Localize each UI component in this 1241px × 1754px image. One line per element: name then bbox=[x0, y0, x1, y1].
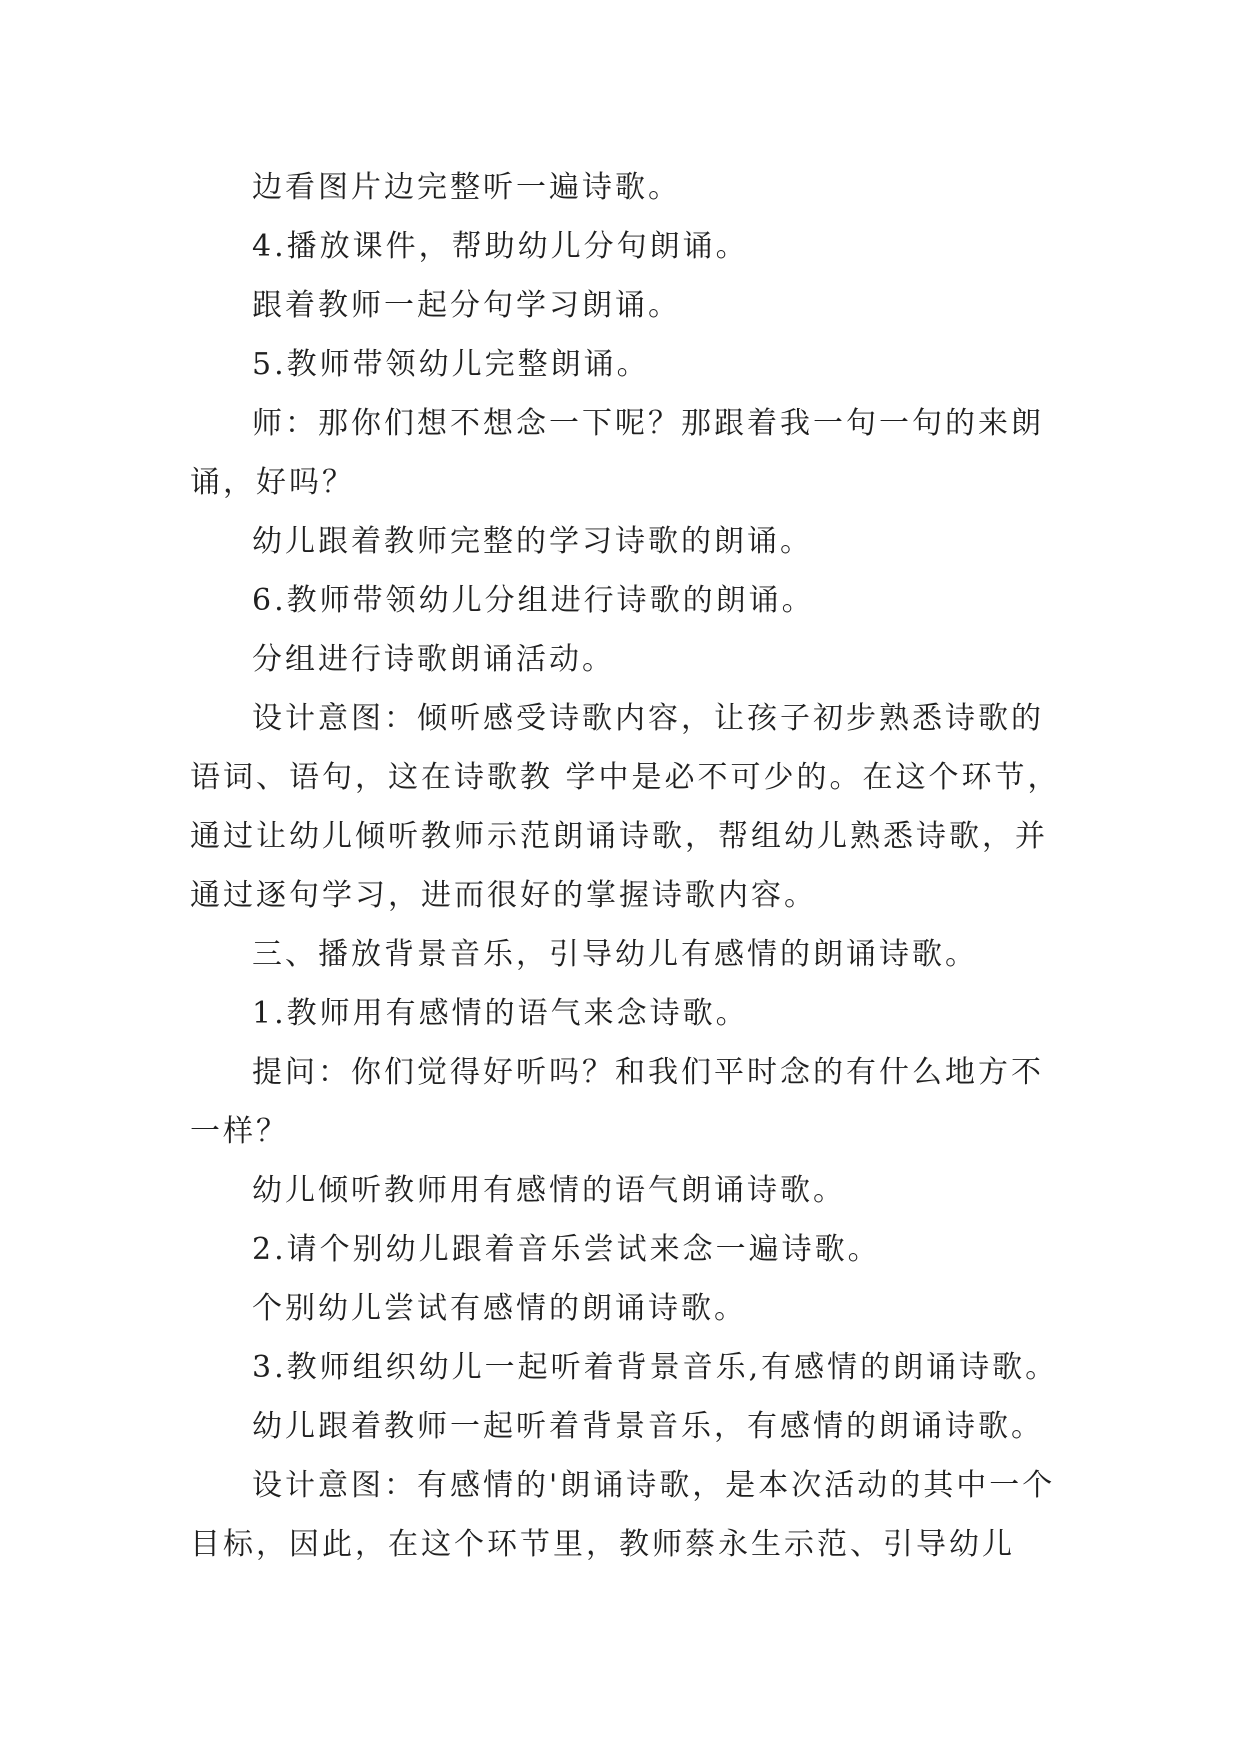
paragraph: 5.教师带领幼儿完整朗诵。 bbox=[252, 347, 650, 382]
paragraph: 设计意图：倾听感受诗歌内容，让孩子初步熟悉诗歌的语词、语句，这在诗歌教 学中是必不可少的。在这个环节，通过让幼儿倾听教师示范朗诵诗歌，帮组幼儿熟悉诗歌，并通过逐句学习，进而很好的掌握诗歌内容。 bbox=[190, 701, 1061, 913]
document-body bbox=[190, 158, 1065, 1574]
paragraph: 幼儿跟着教师完整的学习诗歌的朗诵。 bbox=[252, 524, 813, 559]
paragraph: 师：那你们想不想念一下呢？那跟着我一句一句的来朗诵，好吗？ bbox=[190, 406, 1044, 500]
paragraph: 2.请个别幼儿跟着音乐尝试来念一遍诗歌。 bbox=[252, 1232, 881, 1267]
paragraph: 提问：你们觉得好听吗？和我们平时念的有什么地方不一样？ bbox=[190, 1055, 1044, 1149]
paragraph: 幼儿倾听教师用有感情的语气朗诵诗歌。 bbox=[252, 1173, 846, 1208]
paragraph: 幼儿跟着教师一起听着背景音乐，有感情的朗诵诗歌。 bbox=[252, 1409, 1044, 1444]
paragraph: 个别幼儿尝试有感情的朗诵诗歌。 bbox=[252, 1291, 747, 1326]
paragraph: 1.教师用有感情的语气来念诗歌。 bbox=[252, 996, 749, 1031]
paragraph: 边看图片边完整听一遍诗歌。 bbox=[252, 170, 681, 205]
paragraph: 3.教师组织幼儿一起听着背景音乐,有感情的朗诵诗歌。 bbox=[252, 1350, 1059, 1385]
paragraph: 4.播放课件，帮助幼儿分句朗诵。 bbox=[252, 229, 749, 264]
paragraph: 分组进行诗歌朗诵活动。 bbox=[252, 642, 615, 677]
section-heading: 三、播放背景音乐，引导幼儿有感情的朗诵诗歌。 bbox=[252, 937, 978, 972]
paragraph: 设计意图：有感情的'朗诵诗歌，是本次活动的其中一个目标，因此，在这个环节里，教师蔡永生示范、引导幼儿 bbox=[190, 1468, 1056, 1562]
paragraph: 6.教师带领幼儿分组进行诗歌的朗诵。 bbox=[252, 583, 815, 618]
paragraph: 跟着教师一起分句学习朗诵。 bbox=[252, 288, 681, 323]
